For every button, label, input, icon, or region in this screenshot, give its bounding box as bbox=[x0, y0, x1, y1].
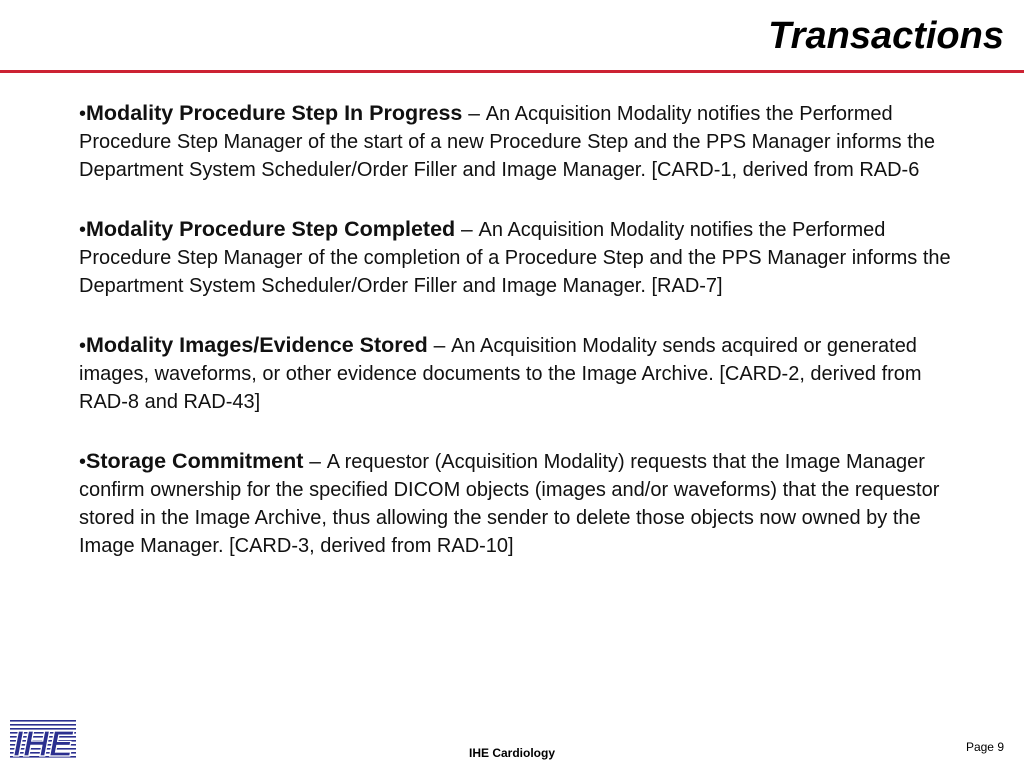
slide-title: Transactions bbox=[768, 15, 1004, 57]
bullet-text: A requestor (Acquisition Modality) requests that the Image Manager confirm ownership for the specified DICOM objects (images and/or waveforms) that the requestor stored in the Image Archive, thus allowing the sender to delete those objects now owned by the Image Manager. [CARD-3, derived from RAD-10] bbox=[79, 451, 940, 557]
bullet-item-storage-commitment bbox=[79, 447, 969, 560]
bullet-dash: – bbox=[303, 450, 327, 473]
bullet-list bbox=[79, 99, 969, 591]
bullet-term: Modality Procedure Step Completed bbox=[86, 217, 456, 241]
bullet-marker: • bbox=[79, 451, 87, 473]
bullet-dash: – bbox=[427, 334, 452, 357]
bullet-text: An Acquisition Modality notifies the Performed Procedure Step Manager of the completion of a Procedure Step and the PPS Manager informs the Department System Scheduler/Order Filler and Image Manager. [RAD-7] bbox=[79, 219, 951, 297]
bullet-text: An Acquisition Modality sends acquired or generated images, waveforms, or other evidence documents to the Image Archive. [CARD-2, derived from RAD-8 and RAD-43] bbox=[79, 335, 922, 413]
bullet-item-mpps-in-progress bbox=[79, 99, 969, 184]
bullet-term: Storage Commitment bbox=[86, 449, 304, 473]
bullet-item-images-stored bbox=[79, 331, 969, 416]
title-divider bbox=[0, 70, 1024, 73]
bullet-item-mpps-completed bbox=[79, 215, 969, 300]
logo-text: IHE bbox=[12, 723, 74, 764]
bullet-marker: • bbox=[79, 219, 87, 241]
bullet-text: An Acquisition Modality notifies the Performed Procedure Step Manager of the start of a new Procedure Step and the PPS Manager informs the Department System Scheduler/Order Filler and Image Manager. [CARD-1, derived from RAD-6 bbox=[79, 103, 936, 181]
footer-title: IHE Cardiology bbox=[468, 746, 555, 760]
page-number: Page 9 bbox=[965, 740, 1004, 754]
bullet-marker: • bbox=[79, 335, 87, 357]
bullet-term: Modality Procedure Step In Progress bbox=[86, 101, 463, 125]
bullet-dash: – bbox=[455, 218, 479, 241]
bullet-marker: • bbox=[79, 103, 87, 125]
bullet-term: Modality Images/Evidence Stored bbox=[86, 333, 428, 357]
bullet-dash: – bbox=[462, 102, 486, 125]
